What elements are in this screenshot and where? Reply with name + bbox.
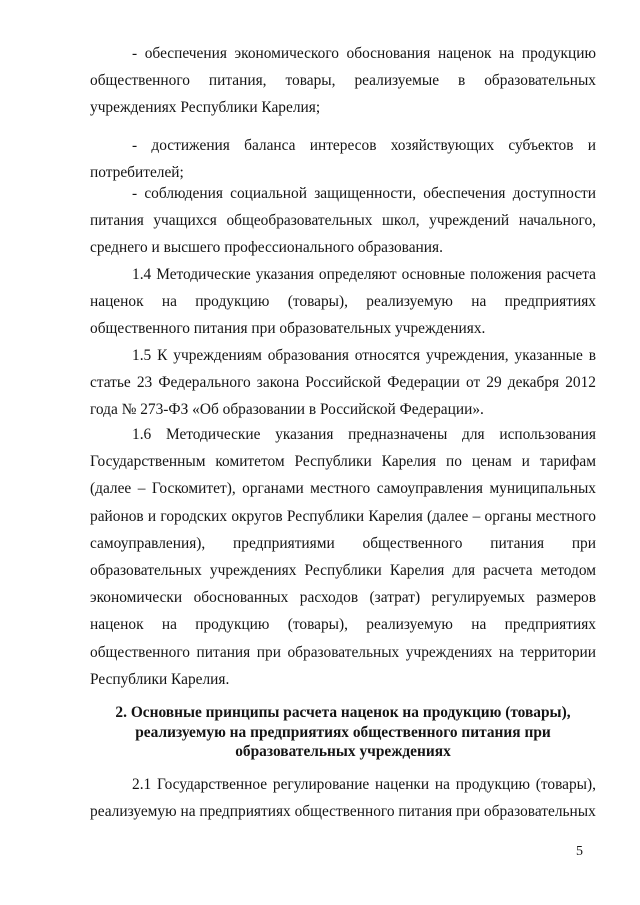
bullet-balance-of-interests: - достижения баланса интересов хозяйствующих субъектов и потребителей; [90,137,596,182]
section-2-heading: 2. Основные принципы расчета наценок на продукцию (товары), реализуемую на предприятиях общественного питания при образовательных учреждениях [115,704,571,760]
paragraph-2-1: 2.1 Государственное регулирование наценки на продукцию (товары), реализуемую на предприятиях общественного питания при образовательных [90,776,596,821]
paragraph-1-4: 1.4 Методические указания определяют основные положения расчета наценок на продукцию (товары), реализуемую на предприятиях общественного питания при образовательных учреждениях. [90,266,596,338]
page-number: 5 [576,844,583,859]
paragraph-1-5: 1.5 К учреждениям образования относятся учреждения, указанные в статье 23 Федерального закона Российской Федерации от 29 декабря 2012 года № 273-ФЗ «Об образовании в Российской Федерации». [90,347,596,419]
bullet-economic-justification: - обеспечения экономического обоснования наценок на продукцию общественного питания, товары, реализуемые в образовательных учреждениях Республики Карелия; [90,45,596,117]
bullet-social-protection: - соблюдения социальной защищенности, обеспечения доступности питания учащихся общеобразовательных школ, учреждений начального, среднего и высшего профессионального образования. [90,185,596,257]
paragraph-1-6: 1.6 Методические указания предназначены для использования Государственным комитетом Республики Карелия по ценам и тарифам (далее – Госкомитет), органами местного самоуправления муниципальных районов и городских округов Республики Карелия (далее – органы местного самоуправления), предприятиями общественного питания при образовательных учреждениях Республики Карелия для расчета методом экономически обоснованных расходов (затрат) регулируемых размеров наценок на продукцию (товары), реализуемую на предприятиях общественного питания при образовательных учреждениях на территории Республики Карелия. [90,426,596,688]
